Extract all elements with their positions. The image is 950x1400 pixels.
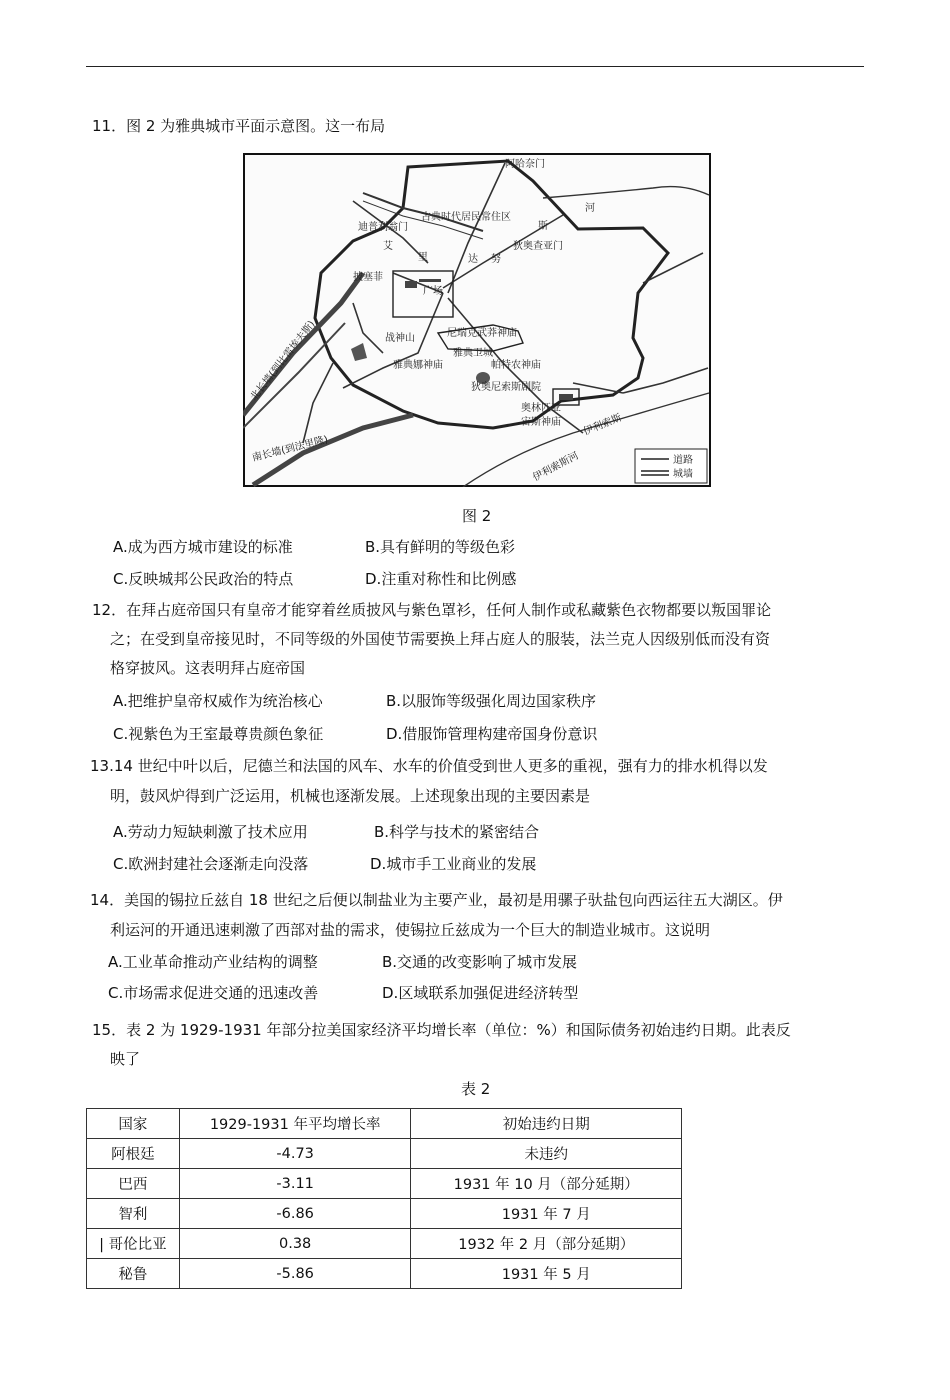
map-label-dipylon-gate: 迪普利翁门 — [358, 222, 408, 233]
q12-line-1: 12．在拜占庭帝国只有皇帝才能穿着丝质披风与紫色罩衫，任何人制作或私藏紫色衣物都要以叛国罪论 — [92, 601, 772, 619]
table-row — [87, 1199, 682, 1229]
q14-option-c: C.市场需求促进交通的迅速改善 — [108, 984, 319, 1002]
map-label-north-gate: 阿哈奈门 — [505, 159, 545, 170]
header-country: 国家 — [87, 1109, 180, 1139]
q12-line-2: 之；在受到皇帝接见时，不同等级的外国使节需要换上拜占庭人的服装，法兰克人因级别低而没有资 — [110, 630, 771, 648]
map-label-agora: 广场 — [423, 286, 443, 297]
map-label-river-bottom: 伊利索斯河 — [531, 450, 581, 484]
legend-wall-label: 城墙 — [673, 469, 693, 480]
map-label-north-long-wall: 北长墙(到比雷埃夫斯) — [248, 318, 318, 403]
q13-option-c: C.欧洲封建社会逐渐走向没落 — [113, 855, 309, 873]
map-label-street-ai: 艾 — [383, 241, 393, 252]
cell-growth-rate: -5.86 — [179, 1259, 411, 1289]
q14-option-a: A.工业革命推动产业结构的调整 — [108, 953, 318, 971]
table-row — [87, 1169, 682, 1199]
cell-growth-rate: -6.86 — [179, 1199, 411, 1229]
cell-country: 阿根廷 — [87, 1139, 180, 1169]
q11-option-a: A.成为西方城市建设的标准 — [113, 538, 293, 556]
q11-option-c: C.反映城邦公民政治的特点 — [113, 570, 294, 588]
cell-default-date: 1931 年 5 月 — [411, 1259, 682, 1289]
map-label-nike-temple: 尼瑞克武莽神庙 — [447, 328, 517, 339]
figure-caption: 图 2 — [462, 507, 492, 525]
map-label-river-top: 河 — [585, 203, 595, 214]
q12-option-d: D.借服饰管理构建帝国身份意识 — [386, 725, 598, 743]
cell-default-date: 1931 年 7 月 — [411, 1199, 682, 1229]
header-growth-rate: 1929-1931 年平均增长率 — [179, 1109, 411, 1139]
map-label-east-gate: 狄奥查亚门 — [513, 241, 563, 252]
table-row — [87, 1229, 682, 1259]
q15-line-2: 映了 — [110, 1050, 141, 1068]
q14-line-1: 14．美国的锡拉丘兹自 18 世纪之后便以制盐业为主要产业，最初是用骡子驮盐包向西运往五大湖区。伊 — [90, 891, 783, 909]
q15-line-1: 15．表 2 为 1929-1931 年部分拉美国家经济平均增长率（单位：%）和国际债务初始违约日期。此表反 — [92, 1021, 791, 1039]
table-header-row — [87, 1109, 682, 1139]
map-label-street-da: 达 — [468, 254, 478, 265]
athens-city-map — [243, 153, 711, 487]
map-label-river-bottom-2: 伊利索斯 — [582, 412, 624, 438]
map-label-acropolis: 雅典卫城 — [453, 348, 493, 359]
map-label-athena-temple: 雅典娜神庙 — [393, 360, 443, 371]
map-label-street-li: 里 — [418, 252, 428, 263]
cell-growth-rate: -3.11 — [179, 1169, 411, 1199]
q12-option-c: C.视紫色为王室最尊贵颜色象征 — [113, 725, 324, 743]
q12-line-3: 格穿披风。这表明拜占庭帝国 — [110, 659, 306, 677]
map-label-south-long-wall: 南长墙(到法里隆) — [251, 434, 330, 464]
cell-country: 智利 — [87, 1199, 180, 1229]
map-label-residential: 古典时代居民常住区 — [421, 212, 511, 223]
debt-default-table — [86, 1108, 682, 1289]
q14-line-2: 利运河的开通迅速刺激了西部对盐的需求，使锡拉丘兹成为一个巨大的制造业城市。这说明 — [110, 921, 711, 939]
cell-default-date: 1932 年 2 月（部分延期） — [411, 1229, 682, 1259]
q12-option-b: B.以服饰等级强化周边国家秩序 — [386, 692, 597, 710]
table-caption: 表 2 — [461, 1080, 491, 1098]
map-label-street-nu: 努 — [491, 254, 501, 265]
table-row — [87, 1259, 682, 1289]
map-label-olympieion-a: 奥林匹亚 — [521, 403, 561, 414]
cell-growth-rate: 0.38 — [179, 1229, 411, 1259]
q14-option-d: D.区域联系加强促进经济转型 — [382, 984, 579, 1002]
cell-default-date: 未违约 — [411, 1139, 682, 1169]
cell-country: 巴西 — [87, 1169, 180, 1199]
legend-road-label: 道路 — [673, 455, 693, 466]
header-default-date: 初始违约日期 — [411, 1109, 682, 1139]
map-label-theatre: 狄奥尼索斯剧院 — [471, 382, 541, 393]
q13-line-1: 13.14 世纪中叶以后，尼德兰和法国的风车、水车的价值受到世人更多的重视，强有力的排水机得以发 — [90, 757, 768, 775]
cell-growth-rate: -4.73 — [179, 1139, 411, 1169]
q13-option-d: D.城市手工业商业的发展 — [370, 855, 537, 873]
q11-option-b: B.具有鲜明的等级色彩 — [365, 538, 516, 556]
map-label-areopagus: 战神山 — [385, 333, 415, 344]
map-label-river-xin: 斯 — [538, 221, 548, 232]
top-rule — [86, 66, 864, 67]
q13-option-b: B.科学与技术的紧密结合 — [374, 823, 540, 841]
cell-default-date: 1931 年 10 月（部分延期） — [411, 1169, 682, 1199]
q11-option-d: D.注重对称性和比例感 — [365, 570, 517, 588]
q13-option-a: A.劳动力短缺刺激了技术应用 — [113, 823, 308, 841]
q13-line-2: 明，鼓风炉得到广泛运用，机械也逐渐发展。上述现象出现的主要因素是 — [110, 787, 591, 805]
q12-option-a: A.把维护皇帝权威作为统治核心 — [113, 692, 323, 710]
map-label-pnyx: 披塞菲 — [353, 272, 383, 283]
map-label-parthenon: 帕特农神庙 — [491, 360, 541, 371]
q14-option-b: B.交通的改变影响了城市发展 — [382, 953, 578, 971]
map-label-olympieion-b: 宙斯神庙 — [521, 417, 561, 428]
cell-country: | 哥伦比亚 — [87, 1229, 180, 1259]
table-row — [87, 1139, 682, 1169]
q11-stem: 11．图 2 为雅典城市平面示意图。这一布局 — [92, 117, 386, 135]
cell-country: 秘鲁 — [87, 1259, 180, 1289]
